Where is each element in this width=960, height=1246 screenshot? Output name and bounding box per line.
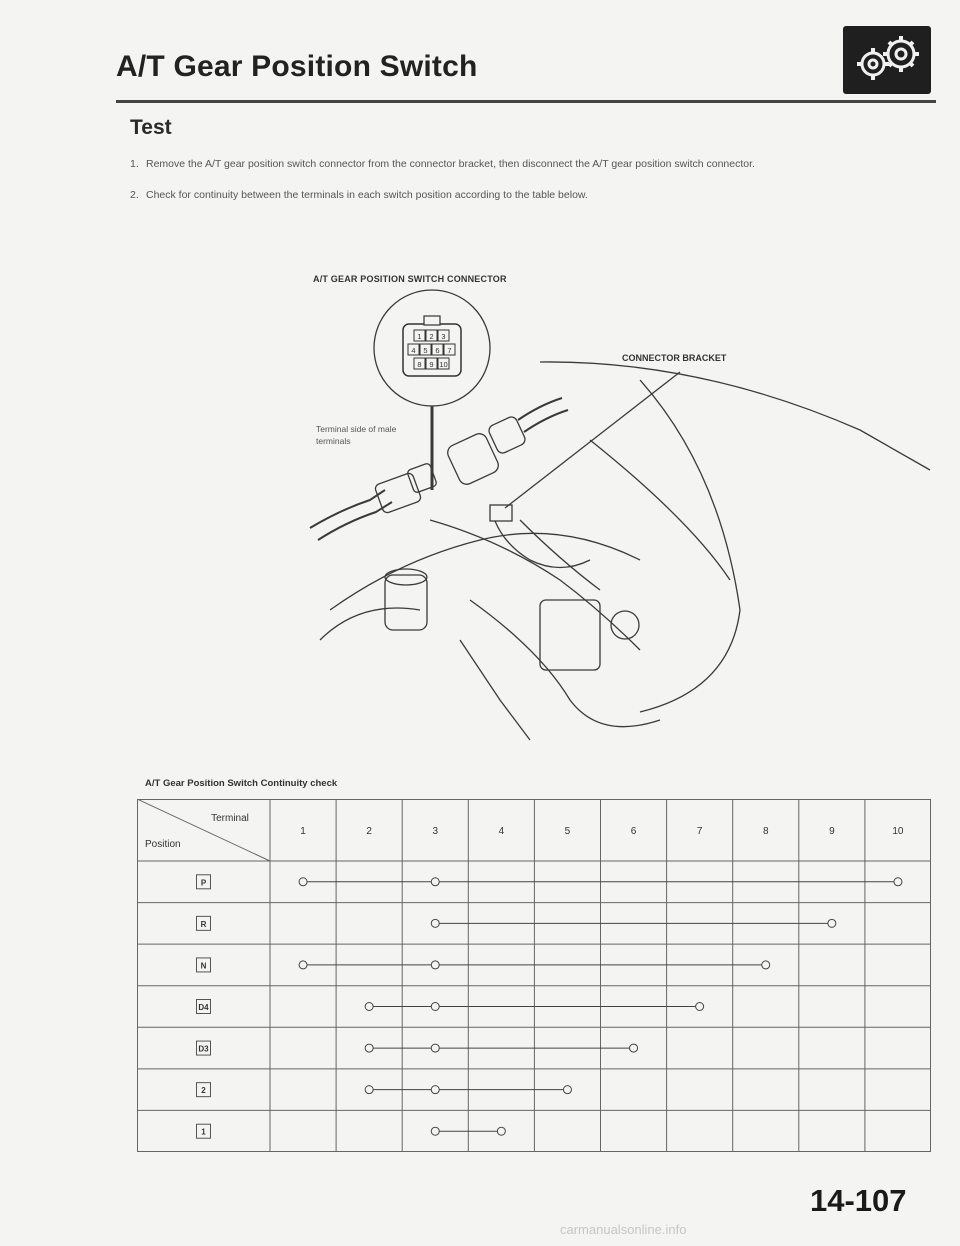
cylinder-top (385, 569, 427, 585)
bracket-wire (495, 521, 590, 568)
pin-label: 5 (423, 346, 428, 355)
step-number: 1. (130, 158, 139, 170)
terminal-header: 7 (696, 826, 703, 837)
position-label: N (200, 961, 207, 971)
continuity-node (365, 1044, 373, 1052)
housing-arc (470, 600, 660, 727)
terminal-header: 8 (762, 826, 769, 837)
pin-label: 1 (417, 332, 422, 341)
pin-label: 7 (447, 346, 452, 355)
continuity-node (299, 878, 307, 886)
housing-arc (640, 380, 740, 712)
continuity-node (563, 1086, 571, 1094)
connector-female-body (487, 415, 527, 455)
table-title: A/T Gear Position Switch Continuity check (145, 778, 338, 789)
shift-linkage (460, 640, 530, 740)
continuity-node (299, 961, 307, 969)
pin-label: 6 (435, 346, 440, 355)
position-label: 2 (201, 1086, 206, 1096)
continuity-node (630, 1044, 638, 1052)
continuity-table (137, 799, 931, 1152)
corner-diagonal (137, 799, 270, 861)
pin-label: 4 (411, 346, 416, 355)
valve-body (540, 600, 600, 670)
page-number: 14-107 (810, 1183, 907, 1218)
continuity-node (762, 961, 770, 969)
step-number: 2. (130, 189, 139, 201)
corner-terminal-label: Terminal (211, 813, 249, 824)
terminal-header: 10 (892, 826, 904, 837)
watermark: carmanualsonline.info (560, 1222, 687, 1237)
pin-label: 3 (441, 332, 446, 341)
continuity-node (431, 961, 439, 969)
pin-label: 8 (417, 360, 422, 369)
continuity-node (497, 1127, 505, 1135)
step-text: Remove the A/T gear position switch connector from the connector bracket, then disconnect the A/T gear position switch connector. (146, 158, 755, 170)
harness-right (518, 398, 562, 420)
continuity-node (365, 1003, 373, 1011)
position-label: P (200, 878, 207, 888)
housing-arc (320, 608, 420, 640)
continuity-node (431, 919, 439, 927)
harness-right (524, 410, 568, 432)
section-heading: Test (130, 116, 172, 139)
position-label: D4 (198, 1003, 209, 1012)
terminal-side-note: Terminal side of male terminals (316, 424, 397, 446)
continuity-node (431, 1127, 439, 1135)
continuity-node (431, 1003, 439, 1011)
page-title: A/T Gear Position Switch (116, 50, 478, 83)
continuity-node (365, 1086, 373, 1094)
diagram-title: A/T GEAR POSITION SWITCH CONNECTOR (313, 274, 507, 284)
position-label: 1 (201, 1127, 206, 1137)
connector-face (403, 316, 461, 376)
terminal-header: 9 (829, 826, 835, 837)
continuity-node (894, 878, 902, 886)
continuity-node (431, 1086, 439, 1094)
continuity-node (828, 919, 836, 927)
connector-bracket-label: CONNECTOR BRACKET (622, 353, 727, 363)
pin-label: 9 (429, 360, 434, 369)
terminal-header: 6 (630, 826, 637, 837)
position-label: D3 (198, 1044, 209, 1054)
continuity-node (431, 878, 439, 886)
harness-left (310, 490, 385, 528)
housing-arc (590, 440, 730, 580)
pin-label: 2 (429, 332, 434, 341)
housing-arc (330, 533, 640, 610)
step-text: Check for continuity between the terminals in each switch position according to the table below. (146, 189, 588, 201)
housing-edge (540, 362, 930, 470)
connector-bracket (490, 505, 512, 521)
terminal-header: 4 (498, 826, 505, 837)
bracket-leader-line (505, 372, 680, 508)
terminal-header: 2 (366, 826, 372, 837)
continuity-node (696, 1003, 704, 1011)
terminal-header: 3 (432, 826, 439, 837)
terminal-header: 1 (300, 826, 306, 837)
corner-position-label: Position (145, 839, 181, 850)
harness-left (318, 502, 392, 540)
position-label: R (200, 919, 207, 929)
pin-label: 10 (439, 360, 448, 369)
continuity-node (431, 1044, 439, 1052)
housing-arc (430, 520, 640, 650)
terminal-header: 5 (564, 826, 571, 837)
